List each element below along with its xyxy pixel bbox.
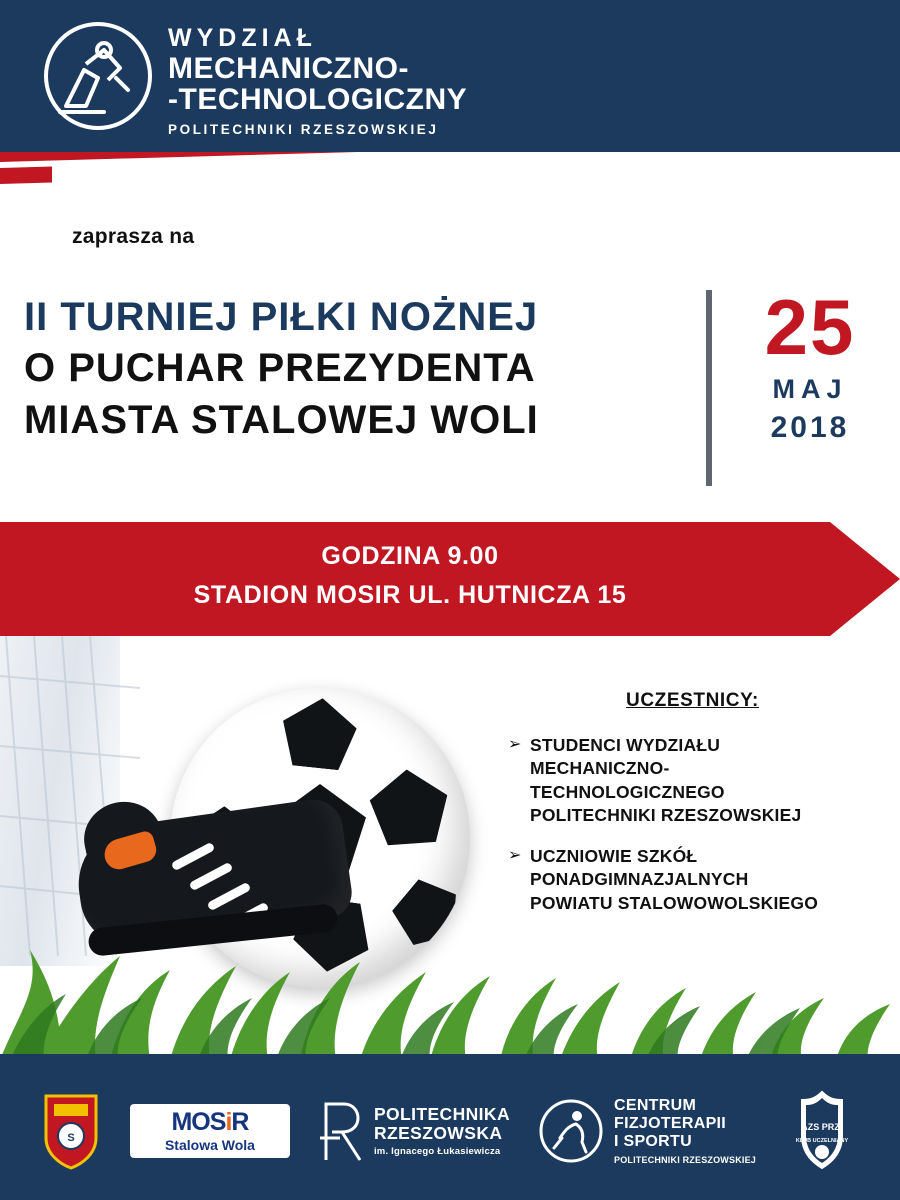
title-line-3: MIASTA STALOWEJ WOLI [24, 398, 539, 442]
cfs-line-4: POLITECHNIKI RZESZOWSKIEJ [614, 1154, 757, 1165]
faculty-line-1: WYDZIAŁ [168, 24, 317, 52]
runner-circle-icon [538, 1098, 604, 1164]
participants-item [508, 845, 888, 915]
svg-text:S: S [67, 1132, 75, 1144]
date-year: 2018 [770, 411, 850, 444]
prz-symbol-icon [318, 1098, 366, 1164]
participants-item-line: STUDENCI WYDZIAŁU [530, 735, 721, 755]
event-title [24, 292, 704, 446]
title-date-divider [706, 290, 712, 486]
prz-line-3: im. Ignacego Łukasiewicza [373, 1145, 501, 1157]
participants-item [508, 734, 888, 827]
bullet-arrow-icon: ➢ [508, 847, 522, 865]
accent-red-stub [0, 167, 52, 184]
prz-line-2: RZESZOWSKA [373, 1123, 503, 1144]
participants-item-line: POLITECHNIKI RZESZOWSKIEJ [530, 804, 802, 825]
participants-section [508, 690, 888, 933]
mosir-city: Stalowa Wola [164, 1137, 255, 1153]
bullet-arrow-icon: ➢ [508, 736, 522, 753]
prz-line-1: POLITECHNIKA [373, 1104, 511, 1125]
participants-item-line: UCZNIOWIE SZKÓŁ [530, 846, 698, 867]
participants-item-text [530, 845, 818, 915]
azs-crest-icon [784, 1090, 860, 1172]
centrum-fizjoterapii-logo [538, 1097, 756, 1165]
participants-item-line: TECHNOLOGICZNEGO [530, 781, 725, 802]
date-day: 25 [764, 283, 856, 371]
participants-item-text [530, 734, 801, 827]
event-date [730, 283, 890, 445]
accent-white-band [0, 152, 900, 222]
stalowa-wola-crest-icon [40, 1092, 102, 1170]
cfs-line-2: FIZJOTERAPII [614, 1115, 727, 1132]
header-accent-stripe [0, 152, 900, 222]
cfs-line-3: I SPORTU [614, 1132, 692, 1150]
mosir-logo [130, 1104, 290, 1158]
participants-item-line: POWIATU STALOWOWOLSKIEGO [530, 892, 819, 913]
faculty-line-3: -TECHNOLOGICZNY [168, 83, 468, 117]
title-line-2: O PUCHAR PREZYDENTA [24, 346, 536, 390]
ball-panel [364, 759, 462, 859]
faculty-line-2: MECHANICZNO- [168, 51, 409, 85]
poster-footer [0, 1054, 900, 1200]
faculty-line-4: POLITECHNIKI RZESZOWSKIEJ [168, 121, 439, 137]
title-line-1: II TURNIEJ PIŁKI NOŻNEJ [24, 295, 539, 339]
robotic-arm-icon [42, 20, 154, 132]
banner-address: STADION MOSIR UL. HUTNICZA 15 [193, 581, 627, 609]
banner-time: GODZINA 9.00 [321, 542, 499, 570]
politechnika-rzeszowska-logo [318, 1098, 510, 1164]
banner-text [0, 542, 820, 610]
participants-item-line: PONADGIMNAZJALNYCH [530, 869, 749, 890]
poster-header [0, 0, 900, 160]
invite-text: zaprasza na [72, 225, 195, 248]
venue-banner [0, 522, 900, 636]
mosir-wordmark: MOSiR [171, 1108, 249, 1136]
svg-text:KLUB UCZELNIANY: KLUB UCZELNIANY [795, 1138, 849, 1144]
faculty-logo-text [168, 26, 467, 136]
footer-skew-edge [0, 1054, 900, 1078]
svg-text:AZS PRZ-: AZS PRZ- [801, 1122, 843, 1132]
sponsor-logos [0, 1076, 900, 1186]
participants-item-line: MECHANICZNO- [530, 758, 670, 779]
cfs-line-1: CENTRUM [614, 1097, 697, 1115]
azs-prz-logo [784, 1090, 860, 1172]
participants-title: UCZESTNICY: [626, 690, 759, 711]
date-month: MAJ [772, 374, 848, 404]
